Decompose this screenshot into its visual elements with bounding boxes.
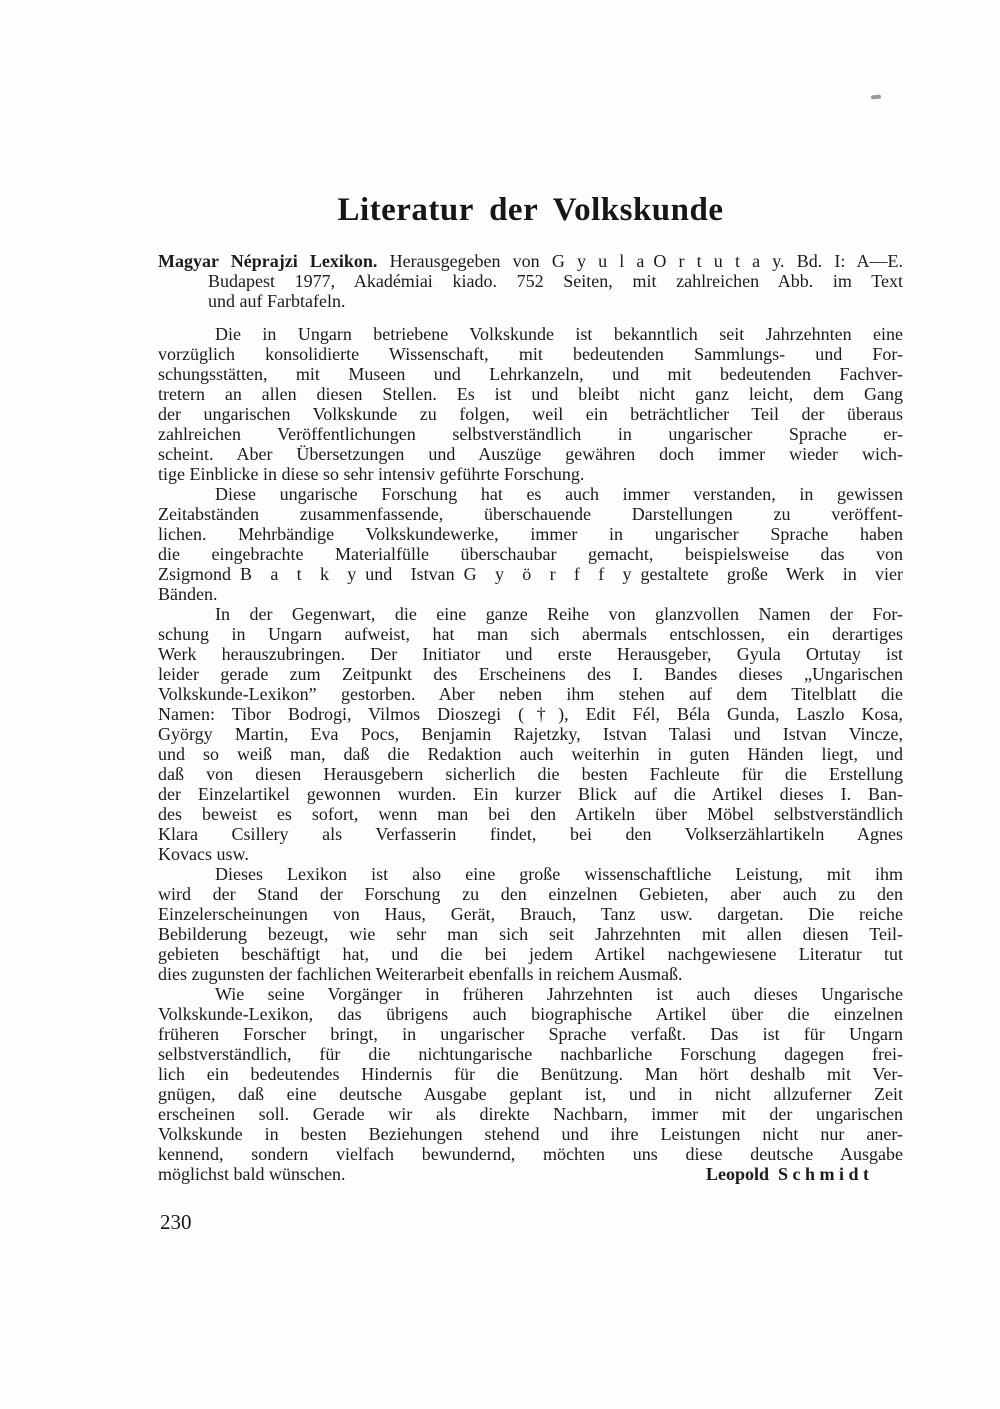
text-line: Kovacs usw. [158,844,249,864]
author-signature: Leopold S c h m i d t [705,1164,869,1184]
text-line: Klara Csillery als Verfasserin findet, bei den Volkserzählartikeln Agnes [158,824,903,844]
text-line: Namen: Tibor Bodrogi, Vilmos Dioszegi (†), Edit Fél, Béla Gunda, Laszlo Kosa, [158,704,903,724]
text-line: der Einzelartikel gewonnen wurden. Ein kurzer Blick auf die Artikel dieses I. Ban- [158,784,903,804]
reference-text: Herausgegeben von G y u l a O r t u t a y. Bd. I: A—E. [389,251,903,271]
text-line: Dieses Lexikon ist also eine große wissenschaftliche Leistung, mit ihm [215,864,903,884]
closing-line [158,1164,903,1184]
text-line: Wie seine Vorgänger in früheren Jahrzehnten ist auch dieses Ungarische [215,984,903,1004]
article-title: Literatur der Volkskunde [337,192,724,228]
paragraph [158,604,903,864]
text-line: Werk herauszubringen. Der Initiator und erste Herausgeber, Gyula Ortutay ist [158,644,903,664]
text-line: tige Einblicke in diese so sehr intensiv geführte Forschung. [158,464,585,484]
closing-text: möglichst bald wünschen. [158,1164,346,1184]
text-line: gebieten beschäftigt hat, und die bei jedem Artikel nachgewiesene Literatur tut [158,944,903,964]
text-line: Bänden. [158,584,218,604]
scan-artifact-mark [871,95,881,100]
paragraph [158,324,903,484]
text-column [158,192,903,1184]
reference-line [158,251,903,271]
text-line: leider gerade zum Zeitpunkt des Erscheinens des I. Bandes dieses „Ungarischen [158,664,903,684]
text-line: Volkskunde in besten Beziehungen stehend und ihre Leistungen nicht nur aner- [158,1124,903,1144]
text-line: Diese ungarische Forschung hat es auch immer verstanden, in gewissen [215,484,903,504]
text-line: gnügen, daß eine deutsche Ausgabe geplant ist, und in nicht allzuferner Zeit [158,1084,903,1104]
text-line: der ungarischen Volkskunde zu folgen, weil ein beträchtlicher Teil der überaus [158,404,903,424]
text-line: dies zugunsten der fachlichen Weiterarbeit ebenfalls in reichem Ausmaß. [158,964,683,984]
text-line: des beweist es sofort, wenn man bei den Artikeln über Möbel selbstverständlich [158,804,903,824]
text-line: Volkskunde-Lexikon” gestorben. Aber neben ihm stehen auf dem Titelblatt die [158,684,903,704]
text-line: selbstverständlich, für die nichtungarische nachbarliche Forschung dagegen frei- [158,1044,903,1064]
text-line: scheint. Aber Übersetzungen und Auszüge gewähren doch immer wieder wich- [158,444,903,464]
reference-work-title: Magyar Néprajzi Lexikon. [158,251,378,271]
reference-line: Budapest 1977, Akadémiai kiado. 752 Seiten, mit zahlreichen Abb. im Text [208,271,903,291]
reference-line: und auf Farbtafeln. [208,291,346,311]
text-line: tretern an allen diesen Stellen. Es ist und bleibt nicht ganz leicht, dem Gang [158,384,903,404]
text-line: Die in Ungarn betriebene Volkskunde ist bekanntlich seit Jahrzehnten eine [215,324,903,344]
text-line: In der Gegenwart, die eine ganze Reihe von glanzvollen Namen der For- [215,604,903,624]
paragraph [158,864,903,984]
text-line: Bebilderung bezeugt, wie sehr man sich seit Jahrzehnten mit allen diesen Teil- [158,924,903,944]
text-line: Volkskunde-Lexikon, das übrigens auch biographische Artikel über die einzelnen [158,1004,903,1024]
bibliographic-reference [158,251,903,311]
text-line: Zsigmond B a t k y und Istvan G y ö r f f y gestaltete große Werk in vier [158,564,903,584]
paragraph [158,484,903,604]
text-line: wird der Stand der Forschung zu den einzelnen Gebieten, aber auch zu den [158,884,903,904]
article-body [158,324,903,1184]
text-line: schung in Ungarn aufweist, hat man sich abermals entschlossen, ein derartiges [158,624,903,644]
text-line: erscheinen soll. Gerade wir als direkte Nachbarn, immer mit der ungarischen [158,1104,903,1124]
text-line: Zeitabständen zusammenfassende, überschauende Darstellungen zu veröffent- [158,504,903,524]
text-line: kennend, sondern vielfach bewundernd, möchten uns diese deutsche Ausgabe [158,1144,903,1164]
text-line: lich ein bedeutendes Hindernis für die Benützung. Man hört deshalb mit Ver- [158,1064,903,1084]
text-line: György Martin, Eva Pocs, Benjamin Rajetzky, Istvan Talasi und Istvan Vincze, [158,724,903,744]
paragraph [158,984,903,1184]
text-line: schungsstätten, mit Museen und Lehrkanzeln, und mit bedeutenden Fachver- [158,364,903,384]
page-number: 230 [160,1210,192,1234]
text-line: zahlreichen Veröffentlichungen selbstverständlich in ungarischer Sprache er- [158,424,903,444]
text-line: die eingebrachte Materialfülle überschaubar gemacht, beispielsweise das von [158,544,903,564]
text-line: daß von diesen Herausgebern sicherlich die besten Fachleute für die Erstellung [158,764,903,784]
text-line: und so weiß man, daß die Redaktion auch weiterhin in guten Händen liegt, und [158,744,903,764]
text-line: lichen. Mehrbändige Volkskundewerke, immer in ungarischer Sprache haben [158,524,903,544]
text-line: früheren Forscher bringt, in ungarischer Sprache verfaßt. Das ist für Ungarn [158,1024,903,1044]
text-line: Einzelerscheinungen von Haus, Gerät, Brauch, Tanz usw. dargetan. Die reiche [158,904,903,924]
text-line: vorzüglich konsolidierte Wissenschaft, mit bedeutenden Sammlungs- und For- [158,344,903,364]
